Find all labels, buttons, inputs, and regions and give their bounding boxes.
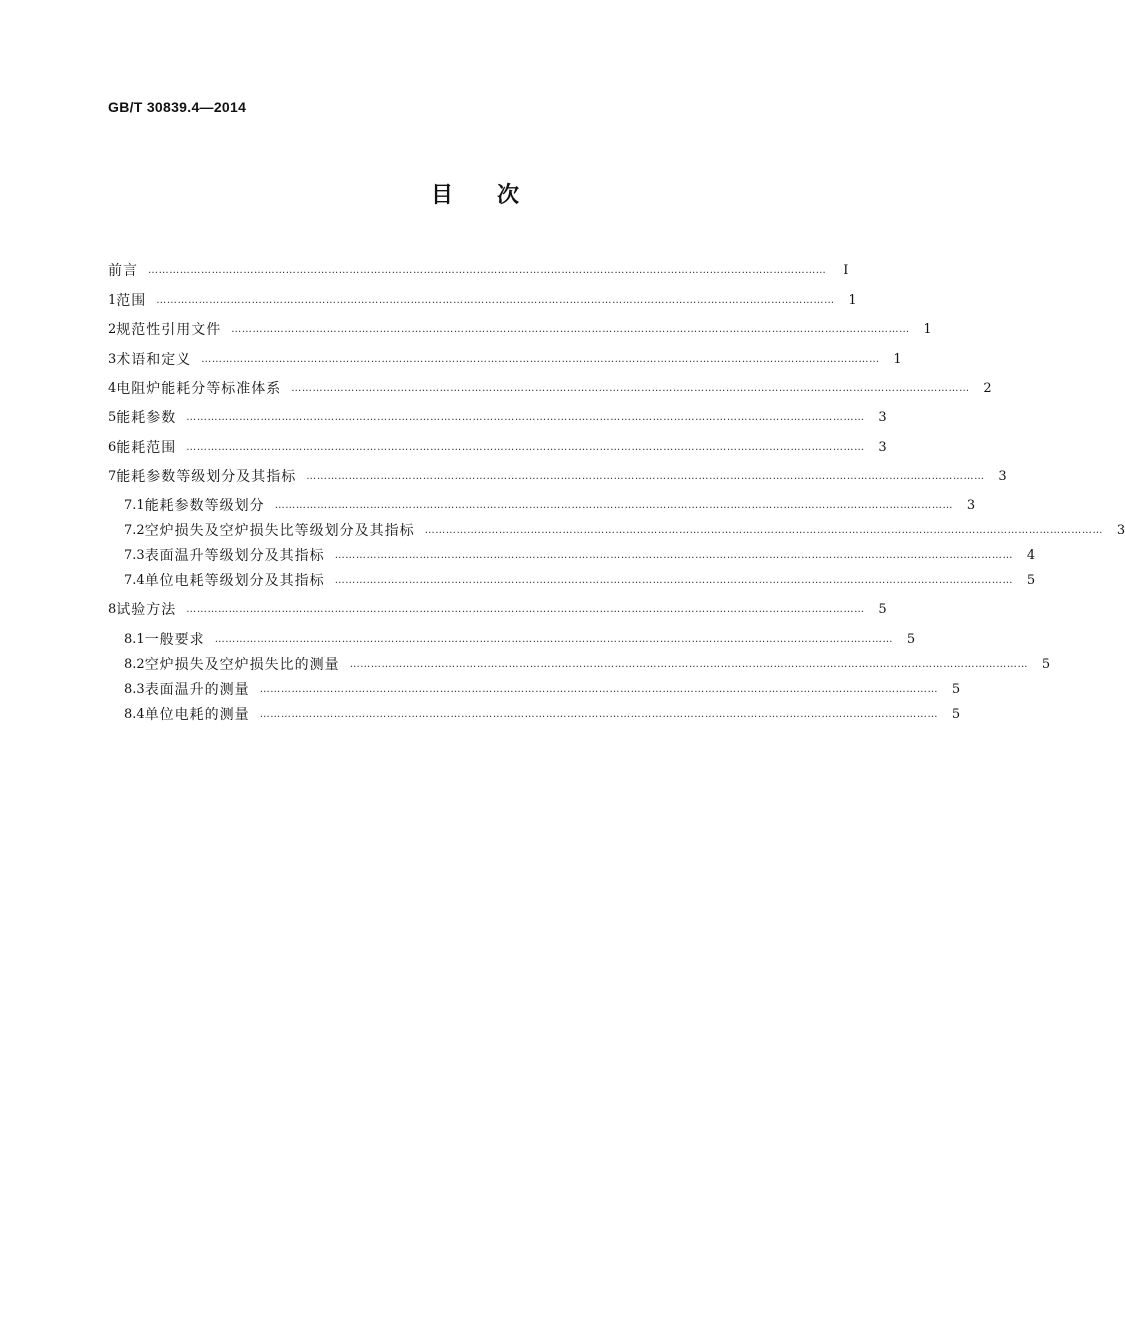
toc-entry-label: 能耗参数	[116, 410, 177, 426]
toc-entry-label: 规范性引用文件	[116, 322, 222, 338]
toc-leader-dots: …………………………………………………………………………………………………………………………………………………………………………	[148, 264, 827, 276]
toc-entry-label: 单位电耗等级划分及其指标	[144, 573, 325, 589]
toc-entry-page: 3	[878, 439, 887, 455]
toc-entry-label: 单位电耗的测量	[144, 707, 250, 723]
toc-entry-page: 5	[951, 681, 961, 697]
toc-leader-dots: …………………………………………………………………………………………………………………………………………………………………………	[186, 411, 865, 423]
toc-leader-dots: …………………………………………………………………………………………………………………………………………………………………………	[334, 574, 1014, 586]
toc-entry-number: 7.2	[124, 522, 145, 538]
toc-leader-dots: …………………………………………………………………………………………………………………………………………………………………………	[156, 294, 835, 306]
toc-entry-7-2[interactable]	[124, 519, 1125, 541]
toc-entry-5[interactable]	[108, 406, 887, 428]
toc-entry-page: 3	[1116, 522, 1125, 538]
toc-leader-dots: …………………………………………………………………………………………………………………………………………………………………………	[186, 603, 865, 615]
toc-entry-number: 5	[108, 409, 117, 425]
toc-entry-page: 5	[1026, 572, 1036, 588]
toc-entry-number: 4	[108, 380, 117, 396]
toc-entry-number: 2	[108, 321, 117, 337]
toc-entry-page: 1	[893, 351, 902, 367]
toc-leader-dots: …………………………………………………………………………………………………………………………………………………………………………	[186, 441, 865, 453]
toc-entry-7[interactable]	[108, 465, 1007, 487]
toc-entry-number: 8	[108, 601, 117, 617]
toc-entry-3[interactable]	[108, 348, 902, 370]
toc-entry-page: 4	[1026, 547, 1036, 563]
toc-entry-label: 能耗参数等级划分及其指标	[116, 469, 297, 485]
toc-entry-label: 试验方法	[116, 602, 177, 618]
toc-entry-label: 电阻炉能耗分等标准体系	[116, 381, 282, 397]
toc-entry-8[interactable]	[108, 598, 887, 620]
toc-entry-label: 前言	[108, 263, 138, 279]
toc-entry-label: 范围	[116, 293, 147, 309]
toc-entry-number: 8.3	[124, 681, 145, 697]
toc-entry-8-4[interactable]	[124, 703, 961, 725]
toc-leader-dots: …………………………………………………………………………………………………………………………………………………………………………	[424, 524, 1104, 536]
toc-entry-page: 5	[951, 706, 961, 722]
toc-entry-number: 7.3	[124, 547, 145, 563]
toc-leader-dots: …………………………………………………………………………………………………………………………………………………………………………	[274, 499, 954, 511]
toc-entry-number: 8.1	[124, 631, 145, 647]
toc-entry-label: 空炉损失及空炉损失比等级划分及其指标	[144, 523, 415, 539]
toc-entry-page: 5	[906, 631, 916, 647]
toc-entry-page: 3	[878, 409, 887, 425]
toc-entry-4[interactable]	[108, 377, 992, 399]
toc-entry-page: 3	[966, 497, 976, 513]
toc-entry-label: 空炉损失及空炉损失比的测量	[144, 657, 340, 673]
toc-leader-dots: …………………………………………………………………………………………………………………………………………………………………………	[201, 353, 880, 365]
toc-entry-label: 能耗范围	[116, 440, 177, 456]
toc-entry-number: 8.4	[124, 706, 145, 722]
toc-leader-dots: …………………………………………………………………………………………………………………………………………………………………………	[334, 549, 1014, 561]
toc-entry-number: 7.4	[124, 572, 145, 588]
toc-entry-number: 8.2	[124, 656, 145, 672]
toc-leader-dots: …………………………………………………………………………………………………………………………………………………………………………	[306, 470, 985, 482]
toc-entry-number: 6	[108, 439, 117, 455]
toc-entry-6[interactable]	[108, 436, 887, 458]
toc-entry-7-4[interactable]	[124, 569, 1036, 591]
toc-entry-label: 表面温升的测量	[144, 682, 250, 698]
toc-entry-7-1[interactable]	[124, 494, 976, 516]
toc-entry-8-3[interactable]	[124, 678, 961, 700]
toc-entry-number: 7.1	[124, 497, 145, 513]
toc-entry-number: 1	[108, 292, 117, 308]
toc-entry-2[interactable]	[108, 318, 932, 340]
toc-entry-1[interactable]	[108, 289, 857, 311]
toc-entry-page: 2	[983, 380, 992, 396]
toc-entry-page: 3	[998, 468, 1007, 484]
document-code: GB/T 30839.4—2014	[108, 99, 247, 115]
toc-entry-page: Ⅰ	[843, 262, 849, 278]
toc-entry-number: 3	[108, 351, 117, 367]
toc-leader-dots: …………………………………………………………………………………………………………………………………………………………………………	[214, 633, 894, 645]
toc-leader-dots: …………………………………………………………………………………………………………………………………………………………………………	[349, 658, 1029, 670]
toc-entry-label: 一般要求	[144, 632, 205, 648]
toc-entry-label: 术语和定义	[116, 352, 192, 368]
toc-entry-page: 1	[848, 292, 857, 308]
toc-entry-preface[interactable]	[108, 259, 849, 281]
toc-entry-8-1[interactable]	[124, 628, 916, 650]
page-title: 目次	[430, 183, 563, 208]
toc-entry-label: 表面温升等级划分及其指标	[144, 548, 325, 564]
toc-entry-label: 能耗参数等级划分	[144, 498, 265, 514]
toc-leader-dots: …………………………………………………………………………………………………………………………………………………………………………	[231, 323, 910, 335]
toc-entry-page: 5	[1041, 656, 1051, 672]
toc-leader-dots: …………………………………………………………………………………………………………………………………………………………………………	[259, 683, 939, 695]
toc-entry-7-3[interactable]	[124, 544, 1036, 566]
toc-entry-number: 7	[108, 468, 117, 484]
toc-entry-page: 5	[878, 601, 887, 617]
toc-leader-dots: …………………………………………………………………………………………………………………………………………………………………………	[291, 382, 970, 394]
toc-entry-page: 1	[923, 321, 932, 337]
toc-leader-dots: …………………………………………………………………………………………………………………………………………………………………………	[259, 708, 939, 720]
toc-entry-8-2[interactable]	[124, 653, 1051, 675]
